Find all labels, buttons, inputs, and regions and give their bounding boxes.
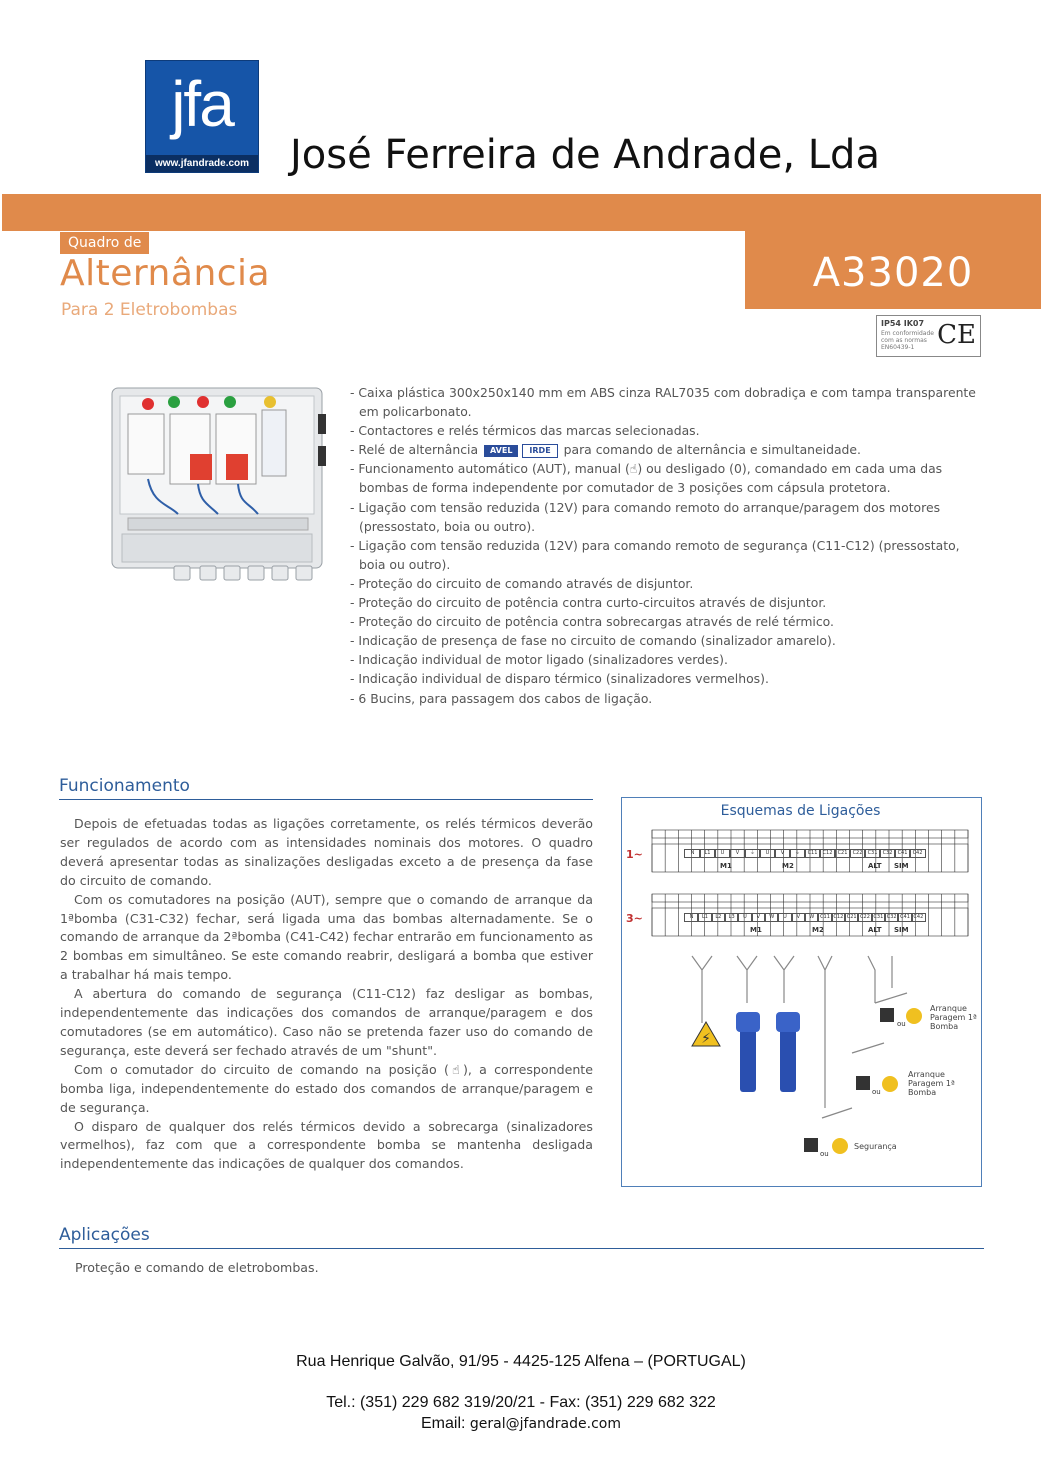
- wiring-diagram: [621, 797, 982, 1187]
- terminal-label: L1: [697, 913, 712, 922]
- email-label: Email:: [421, 1415, 466, 1432]
- m1-label-row1: M1: [720, 862, 732, 870]
- ce-mark: CE: [937, 320, 976, 350]
- norm-note: Em conformidade com as normas EN60439-1: [881, 330, 934, 351]
- footer-email-line: [0, 1415, 1042, 1433]
- terminal-label: V: [729, 849, 746, 858]
- terminal-label: ⏚: [744, 849, 761, 858]
- terminal-label: C22: [849, 849, 866, 858]
- sim-label-row1: SIM: [894, 862, 909, 870]
- safety-label: Segurança: [854, 1142, 897, 1151]
- feature-list: [350, 383, 982, 708]
- func-paragraph: Com os comutadores na posição (AUT), sempre que o comando de arranque da 1ªbomba (C31-C32) fechar, será ligada uma das bombas alternadamente. Se o comando de arranque da 2ªbomba (C41-C42) fechar entrarão em funcionamento as 2 bombas em simultâneo. Se este comando reabrir, desligará a bomba que estiver a trabalhar há mais tempo.: [60, 891, 593, 983]
- terminal-label: L1: [699, 849, 716, 858]
- feature-item: - Caixa plástica 300x250x140 mm em ABS cinza RAL7035 com dobradiça e com tampa transparente em policarbonato.: [350, 385, 976, 420]
- m1-label-row3: M1: [750, 926, 762, 934]
- func-paragraph: A abertura do comando de segurança (C11-C12) faz desligar as bombas, independentemente das indicações dos comandos de arranque/paragem e dos comutadores (se em automático). Caso não se pretenda fazer uso do comando de segurança, este deverá ser fechado através de um "shunt".: [60, 986, 593, 1058]
- m2-label-row3: M2: [812, 926, 824, 934]
- terminal-label: N: [684, 913, 699, 922]
- terminal-label: U: [714, 849, 731, 858]
- or-label: ou: [820, 1150, 829, 1158]
- feature-item: [350, 440, 982, 459]
- terminal-strip-row1: [684, 849, 924, 857]
- feature-item: - Proteção do circuito de comando através de disjuntor.: [350, 575, 694, 591]
- terminal-label: U: [737, 913, 752, 922]
- funcionamento-divider: [59, 799, 593, 800]
- certification-box: [876, 315, 981, 357]
- company-name: José Ferreira de Andrade, Lda: [290, 132, 880, 178]
- svg-text:⚡: ⚡: [701, 1031, 711, 1047]
- terminal-label: C42: [911, 913, 926, 922]
- terminal-label: C31: [871, 913, 886, 922]
- feature-item: - 6 Bucins, para passagem dos cabos de ligação.: [350, 690, 653, 706]
- feature-item: - Contactores e relés térmicos das marcas selecionadas.: [350, 423, 700, 439]
- terminal-label: C41: [894, 849, 911, 858]
- terminal-label: C21: [844, 913, 859, 922]
- terminal-label: W: [804, 913, 819, 922]
- irde-badge: IRDE: [522, 444, 557, 458]
- three-phase-label: 3~: [626, 912, 643, 925]
- terminal-label: L3: [724, 913, 739, 922]
- terminal-label: L2: [711, 913, 726, 922]
- ip-rating: IP54 IK07: [881, 319, 925, 328]
- terminal-label: C41: [897, 913, 912, 922]
- single-phase-label: 1~: [626, 848, 643, 861]
- aplicacoes-divider: [59, 1248, 984, 1249]
- feature-item: - Indicação individual de motor ligado (sinalizadores verdes).: [350, 652, 728, 668]
- logo-letters: jfa: [171, 68, 233, 140]
- feature-item: - Ligação com tensão reduzida (12V) para comando remoto do arranque/paragem dos motores (pressostato, boia ou outro).: [350, 499, 941, 534]
- footer-address: Rua Henrique Galvão, 91/95 - 4425-125 Alfena – (PORTUGAL): [296, 1353, 746, 1370]
- terminal-label: C21: [834, 849, 851, 858]
- avel-badge: AVEL: [484, 445, 518, 457]
- terminal-label: N: [684, 849, 701, 858]
- feature-item: - Indicação individual de disparo térmico (sinalizadores vermelhos).: [350, 671, 769, 687]
- terminal-label: C42: [909, 849, 926, 858]
- terminal-label: V: [751, 913, 766, 922]
- m2-label-row1: M2: [782, 862, 794, 870]
- terminal-label: ⏚: [789, 849, 806, 858]
- terminal-label: C22: [857, 913, 872, 922]
- control-panel-image: [108, 384, 328, 614]
- product-subtitle: Para 2 Eletrobombas: [61, 300, 238, 320]
- product-tag: Quadro de: [60, 232, 149, 254]
- funcionamento-title: Funcionamento: [59, 776, 190, 796]
- terminal-label: C32: [879, 849, 896, 858]
- email-link[interactable]: geral@jfandrade.com: [469, 1416, 621, 1432]
- aplicacoes-text: Proteção e comando de eletrobombas.: [75, 1260, 319, 1275]
- terminal-label: V: [791, 913, 806, 922]
- feature-item: - Proteção do circuito de potência contra curto-circuitos através de disjuntor.: [350, 595, 827, 611]
- funcionamento-text: [60, 815, 593, 1174]
- sim-label-row3: SIM: [894, 926, 909, 934]
- footer-phone: Tel.: (351) 229 682 319/20/21 - Fax: (351) 229 682 322: [326, 1394, 716, 1411]
- feature-item: - Funcionamento automático (AUT), manual (☝) ou desligado (0), comandado em cada uma das bombas de forma independente por comutador de 3 posições com cápsula protetora.: [350, 461, 943, 496]
- schematic-title: Esquemas de Ligações: [720, 803, 881, 819]
- aplicacoes-title: Aplicações: [59, 1225, 150, 1245]
- terminal-label: C11: [804, 849, 821, 858]
- feature-item: - Proteção do circuito de potência contra sobrecargas através de relé térmico.: [350, 614, 834, 630]
- terminal-label: V: [774, 849, 791, 858]
- terminal-label: C12: [831, 913, 846, 922]
- relay-text: - Relé de alternância: [350, 442, 479, 458]
- model-number: A33020: [812, 250, 974, 296]
- terminal-label: C31: [864, 849, 881, 858]
- alt-label-row1: ALT: [868, 862, 882, 870]
- logo-url: www.jfandrade.com: [146, 155, 258, 172]
- or-label: ou: [897, 1020, 906, 1028]
- terminal-strip-row3: [684, 913, 924, 921]
- start-stop-label-2: Arranque Paragem 1ª Bomba: [908, 1070, 955, 1097]
- func-paragraph: Depois de efetuadas todas as ligações corretamente, os relés térmicos deverão ser regulados de acordo com as intensidades nominais dos motores. O quadro deverá apresentar todas as sinalizações desligadas exceto a de presença da fase do circuito de comando.: [60, 816, 593, 888]
- or-label: ou: [872, 1088, 881, 1096]
- terminal-label: U: [759, 849, 776, 858]
- terminal-label: W: [764, 913, 779, 922]
- relay-suffix: para comando de alternância e simultaneidade.: [563, 442, 861, 458]
- terminal-label: U: [777, 913, 792, 922]
- feature-item: - Ligação com tensão reduzida (12V) para comando remoto de segurança (C11-C12) (pressostato, boia ou outro).: [350, 537, 960, 572]
- product-title: Alternância: [60, 253, 271, 294]
- terminal-label: C32: [884, 913, 899, 922]
- feature-item: - Indicação de presença de fase no circuito de comando (sinalizador amarelo).: [350, 633, 836, 649]
- company-logo: [145, 60, 259, 173]
- func-paragraph: O disparo de qualquer dos relés térmicos devido a sobrecarga (sinalizadores vermelhos), faz com que a correspondente bomba se mantenha desligada independentemente das indicações de qualquer dos comandos.: [60, 1118, 593, 1172]
- terminal-label: C11: [817, 913, 832, 922]
- terminal-label: C12: [819, 849, 836, 858]
- start-stop-label-1: Arranque Paragem 1ª Bomba: [930, 1004, 977, 1031]
- func-paragraph: Com o comutador do circuito de comando na posição (☝), a correspondente bomba liga, independentemente do estado dos comandos de arranque/paragem e de segurança.: [60, 1061, 593, 1115]
- alt-label-row3: ALT: [868, 926, 882, 934]
